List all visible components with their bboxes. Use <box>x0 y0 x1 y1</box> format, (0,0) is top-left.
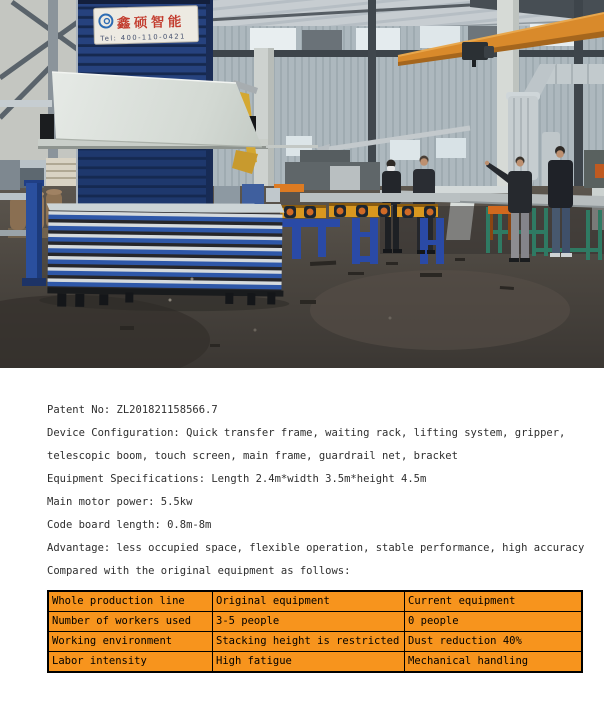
table-row <box>48 612 582 632</box>
table-row <box>48 632 582 652</box>
table-cell: Labor intensity <box>48 652 213 673</box>
floor-light-patch <box>310 270 570 350</box>
spec-line: Compared with the original equipment as follows: <box>47 565 351 577</box>
hoist-motor-icon <box>40 114 54 142</box>
table-cell: Whole production line <box>48 591 213 612</box>
panel-stack <box>39 200 290 312</box>
table-cell: 3-5 people <box>213 612 405 632</box>
table-cell: Number of workers used <box>48 612 213 632</box>
spec-line: Main motor power: 5.5kw <box>47 496 193 508</box>
spec-text-block <box>47 399 587 583</box>
table-cell: Stacking height is restricted <box>213 632 405 652</box>
left-rail <box>0 100 52 107</box>
brand-sign <box>94 6 199 45</box>
spec-line: Device Configuration: Quick transfer frame, waiting rack, lifting system, gripper, <box>47 427 566 439</box>
brand-text: 鑫硕智能 <box>116 13 186 32</box>
table-cell: 0 people <box>405 612 583 632</box>
sign-phone-text: Tel: 400-110-0421 <box>100 32 186 43</box>
spec-line: Code board length: 0.8m-8m <box>47 519 212 531</box>
spec-line: Patent No: ZL201821158566.7 <box>47 404 218 416</box>
comparison-table <box>47 590 583 673</box>
table-cell: Working environment <box>48 632 213 652</box>
table-cell: High fatigue <box>213 652 405 673</box>
table-cell: Original equipment <box>213 591 405 612</box>
table-cell: Dust reduction 40% <box>405 632 583 652</box>
pallet-stack <box>46 158 78 186</box>
table-cell: Current equipment <box>405 591 583 612</box>
table-row <box>48 652 582 673</box>
spec-line: Advantage: less occupied space, flexible operation, stable performance, high accuracy <box>47 542 585 554</box>
table-row <box>48 591 582 612</box>
table-cell: Mechanical handling <box>405 652 583 673</box>
spec-line: telescopic boom, touch screen, main frame, guardrail net, bracket <box>47 450 458 462</box>
spec-line: Equipment Specifications: Length 2.4m*width 3.5m*height 4.5m <box>47 473 427 485</box>
